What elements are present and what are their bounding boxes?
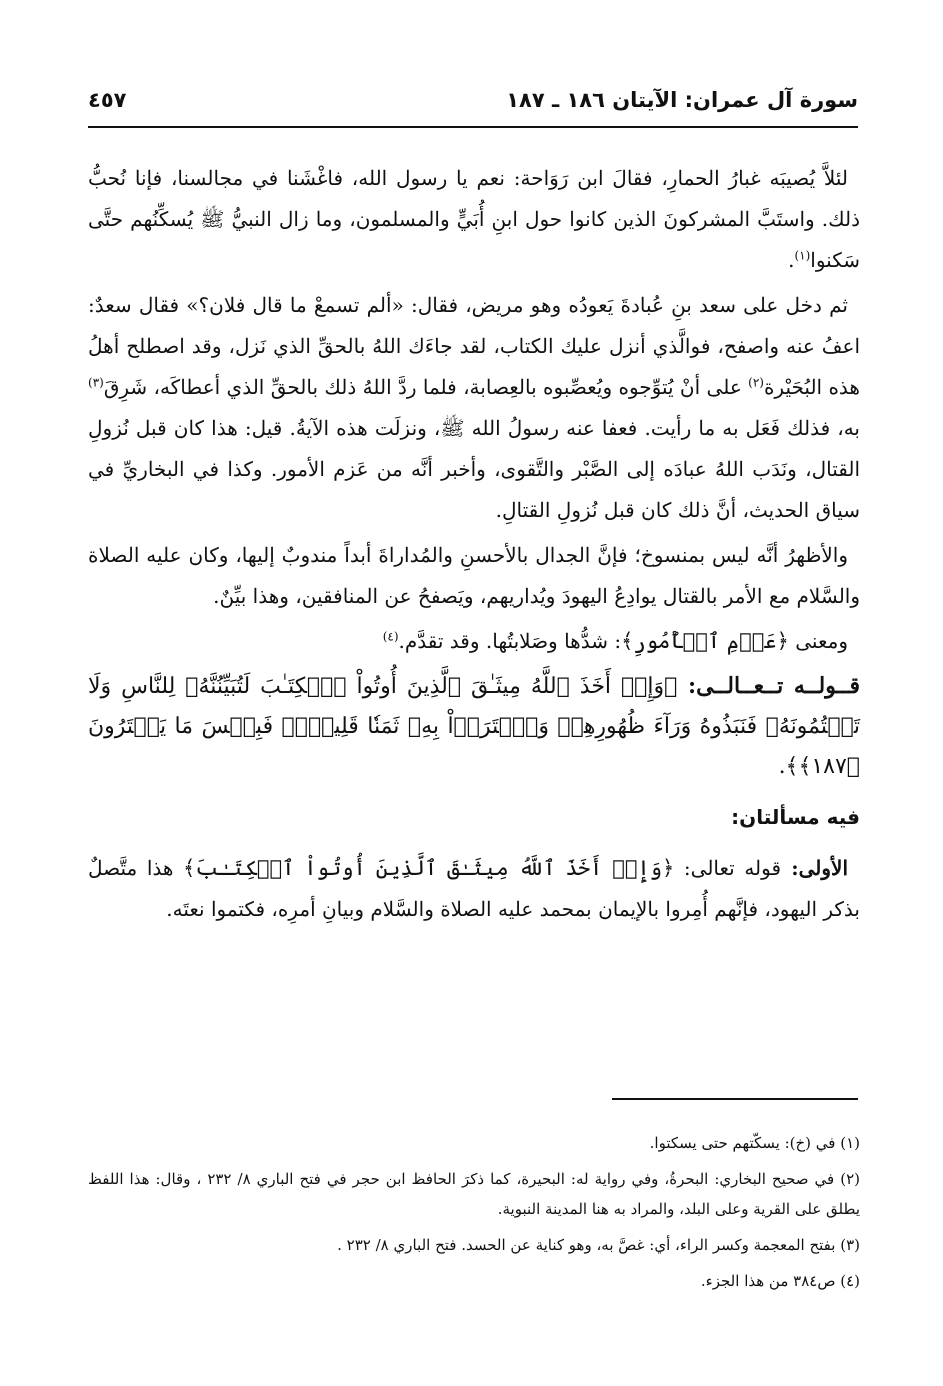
paragraph-4-part-b: : شدُّها وصَلابتُها. وقد تقدَّم.: [398, 629, 622, 653]
page-number: ٤٥٧: [88, 88, 127, 112]
verse-block: [88, 666, 860, 787]
main-text: [88, 158, 860, 940]
footnote-ref-2: (٢): [748, 375, 764, 390]
paragraph-5-quran: ﴿وَإِذۡ أَخَذَ ٱللَّهُ مِيثَـٰقَ ٱلَّذِينَ أُوتُواْ ٱلۡكِتَـٰبَ﴾: [183, 856, 675, 880]
paragraph-1: [88, 158, 860, 281]
paragraph-2: [88, 285, 860, 531]
footnotes: [88, 1128, 860, 1302]
paragraph-1-text: لئلاَّ يُصيبَه غبارُ الحمارِ، فقالَ ابن رَوَاحة: نعم يا رسول الله، فاغْشَنا في مجالسنا، فإنا نُحبُّ ذلك. واستَبَّ المشركونَ الذين كانوا حول ابنِ أُبَيٍّ والمسلمون، وما زال النبيُّ ﷺ يُسكِّنُهم حتَّى سَكنوا: [88, 166, 860, 272]
paragraph-2-part-a: ثم دخل على سعد بنِ عُبادةَ يَعودُه وهو مريض، فقال: «ألم تسمعْ ما قال فلان؟» فقال سعدٌ: اعفُ عنه واصفح، فوالَّذي أنزل عليك الكتاب، لقد جاءَك اللهُ بالحقِّ الذي نَزل، وقد اصطلح أهلُ هذه البُحَيْرة: [88, 293, 860, 399]
section-heading: فيه مسألتان:: [731, 805, 860, 829]
paragraph-3: والأظهرُ أنَّه ليس بمنسوخ؛ فإنَّ الجدال بالأحسنِ والمُداراةَ أبداً مندوبٌ إليها، وكان عليه الصلاة والسَّلام مع الأمر بالقتال يوادِعُ اليهودَ ويُداريهم، ويَصفحُ عن المنافقين، وهذا بيِّنٌ.: [88, 543, 860, 608]
footnote-divider: [612, 1098, 858, 1100]
running-header: [88, 84, 858, 128]
verse-text: ﴿وَإِذۡ أَخَذَ ٱللَّهُ مِيثَـٰقَ ٱلَّذِينَ أُوتُواْ ٱلۡكِتَـٰبَ لَتُبَيِّنُنَّهُۥ لِلنَّاسِ وَلَا تَكۡتُمُونَهُۥ فَنَبَذُوهُ وَرَآءَ ظُهُورِهِمۡ وَٱشۡتَرَوۡاْ بِهِۦ ثَمَنٗا قَلِيلٗاۖ فَبِئۡسَ مَا يَشۡتَرُونَ ﴿١٨٧﴾﴾.: [88, 674, 860, 779]
paragraph-5-part-b: هذا متَّصلٌ بذكر اليهود، فإنَّهم أُمِروا بالإيمان بمحمد عليه الصلاة والسَّلام وبيانِ أمرِه، فكتموا نعتَه.: [88, 856, 860, 921]
paragraph-4-part-a: ومعنى: [788, 629, 848, 653]
paragraph-5-lead: الأولى:: [781, 856, 849, 880]
paragraph-4: [88, 621, 860, 662]
footnote-2: (٢) في صحيح البخاري: البحرةُ، وفي رواية له: البحيرة، كما ذكرَ الحافظ ابن حجر في فتح الباري ٨/ ٢٣٢ ، وقال: هذا اللفظ يطلق على القرية وعلى البلد، والمراد به هنا المدينة النبوية.: [88, 1170, 860, 1218]
paragraph-2-part-b: على أنْ يُتوِّجوه ويُعصِّبوه بالعِصابة، فلما ردَّ اللهُ ذلك بالحقِّ الذي أعطاكَه، شَرِقَ: [103, 375, 749, 399]
footnote-ref-1: (١): [794, 248, 811, 263]
footnote-ref-3: (٣): [88, 375, 104, 390]
paragraph-1-end: .: [788, 248, 795, 272]
header-title: سورة آل عمران: الآيتان ١٨٦ ـ ١٨٧: [506, 88, 858, 112]
footnote-ref-4: (٤): [382, 629, 399, 644]
quran-quote: ﴿عَزۡمِ ٱلۡأُمُورِ﴾: [621, 629, 789, 653]
verse-lead: قــولــه تــعــالــى:: [677, 673, 860, 699]
paragraph-5-part-a: قوله تعالى:: [674, 856, 782, 880]
paragraph-2-part-c: به، فذلك فَعَل به ما رأيت. فعفا عنه رسولُ الله ﷺ، ونزلَت هذه الآيةُ. قيل: هذا كان قبل نُزولِ القتال، ونَدَب اللهُ عبادَه إلى الصَّبْر والتَّقوى، وأخبر أنَّه من عَزم الأمور. وكذا في البخاريِّ في سياق الحديث، أنَّ ذلك كان قبل نُزولِ القتالِ.: [88, 416, 860, 522]
footnote-3: (٣) بفتح المعجمة وكسر الراء، أي: غصَّ به، وهو كناية عن الحسد. فتح الباري ٨/ ٢٣٢ .: [337, 1236, 860, 1254]
footnote-4: (٤) ص٣٨٤ من هذا الجزء.: [700, 1272, 860, 1290]
paragraph-5: [88, 848, 860, 930]
footnote-1: (١) في (خ): يسكّتهم حتى يسكتوا.: [649, 1134, 860, 1152]
